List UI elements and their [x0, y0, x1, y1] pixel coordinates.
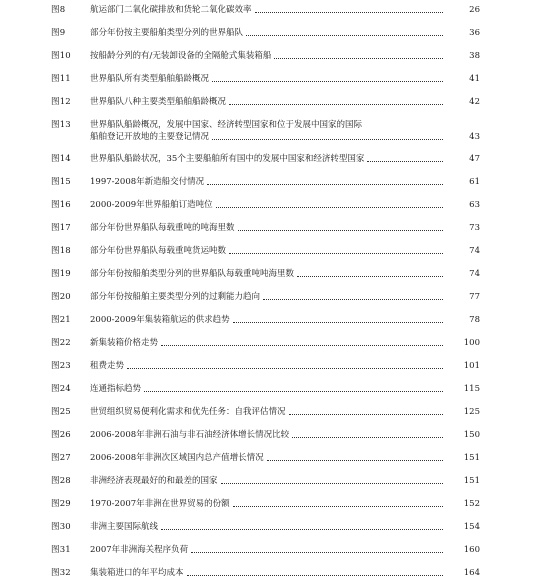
figure-number: 图23 — [51, 361, 71, 371]
figure-title — [90, 429, 446, 441]
figure-number: 图27 — [51, 453, 71, 463]
title-line — [90, 73, 446, 85]
dot-leader — [212, 139, 443, 140]
title-text: 世界船队船龄概况，发展中国家、经济转型国家和位于发展中国家的国际 — [90, 120, 363, 130]
title-text: 非洲经济表现最好的和最差的国家 — [90, 476, 218, 486]
page-number: 42 — [469, 97, 480, 107]
figure-number: 图21 — [51, 315, 71, 325]
title-text: 世界船队八种主要类型船舶船龄概况 — [90, 97, 227, 107]
title-line — [90, 96, 446, 108]
figure-title — [90, 268, 446, 280]
figure-title — [90, 4, 446, 16]
title-line — [90, 222, 446, 234]
title-line — [90, 498, 446, 510]
dot-leader — [161, 345, 443, 346]
figure-number: 图29 — [51, 499, 71, 509]
title-line — [90, 291, 446, 303]
dot-leader — [289, 414, 443, 415]
page-number: 164 — [463, 568, 480, 578]
title-text: 部分年份按主要船舶类型分列的世界船队 — [90, 28, 244, 38]
page-number: 63 — [469, 200, 480, 210]
page-number: 115 — [463, 384, 480, 394]
title-text: 连通指标趋势 — [90, 384, 142, 394]
title-line — [90, 360, 446, 372]
title-line — [90, 27, 446, 39]
page-number: 74 — [469, 269, 480, 279]
title-text: 部分年份世界船队每载重吨的吨海里数 — [90, 223, 235, 233]
page-number: 101 — [463, 361, 480, 371]
figure-number: 图25 — [51, 407, 71, 417]
figure-number: 图13 — [51, 120, 71, 130]
figure-number: 图31 — [51, 545, 71, 555]
dot-leader — [367, 161, 443, 162]
dot-leader — [187, 575, 443, 576]
title-line — [90, 521, 446, 533]
title-text: 非洲主要国际航线 — [90, 522, 159, 532]
figure-number: 图20 — [51, 292, 71, 302]
title-line — [90, 119, 446, 131]
page-number: 154 — [463, 522, 480, 532]
title-line — [90, 268, 446, 280]
title-text: 1997-2008年新造船交付情况 — [90, 177, 205, 187]
title-line — [90, 383, 446, 395]
title-text: 新集装箱价格走势 — [90, 338, 159, 348]
dot-leader — [246, 35, 443, 36]
figure-title — [90, 452, 446, 464]
title-text: 2007年非洲海关程序负荷 — [90, 545, 189, 555]
dot-leader — [144, 391, 443, 392]
title-text: 租费走势 — [90, 361, 125, 371]
figure-title — [90, 199, 446, 211]
title-line — [90, 131, 446, 143]
dot-leader — [191, 552, 443, 553]
page-number: 61 — [469, 177, 480, 187]
figure-title — [90, 119, 446, 143]
title-text: 2006-2008年非洲次区域国内总产值增长情况 — [90, 453, 264, 463]
figure-title — [90, 73, 446, 85]
dot-leader — [229, 253, 443, 254]
page-number: 100 — [463, 338, 480, 348]
page-number: 47 — [469, 154, 480, 164]
title-line — [90, 245, 446, 257]
dot-leader — [274, 58, 443, 59]
title-line — [90, 406, 446, 418]
page-number: 36 — [469, 28, 480, 38]
figure-number: 图14 — [51, 154, 71, 164]
page-number: 150 — [463, 430, 480, 440]
figure-title — [90, 176, 446, 188]
page-number: 78 — [469, 315, 480, 325]
dot-leader — [207, 184, 443, 185]
figure-title — [90, 337, 446, 349]
figure-number: 图17 — [51, 223, 71, 233]
page-number: 151 — [463, 453, 480, 463]
dot-leader — [212, 81, 443, 82]
dot-leader — [255, 12, 443, 13]
figure-title — [90, 521, 446, 533]
title-text: 2000-2009年世界船舶订造吨位 — [90, 200, 213, 210]
title-text: 2006-2008年非洲石油与非石油经济体增长情况比较 — [90, 430, 290, 440]
dot-leader — [263, 299, 443, 300]
title-line — [90, 153, 446, 165]
title-line — [90, 452, 446, 464]
title-text: 2000-2009年集装箱航运的供求趋势 — [90, 315, 230, 325]
figure-number: 图12 — [51, 97, 71, 107]
figure-number: 图19 — [51, 269, 71, 279]
dot-leader — [127, 368, 443, 369]
title-line — [90, 429, 446, 441]
dot-leader — [221, 483, 443, 484]
page-number: 77 — [469, 292, 480, 302]
dot-leader — [161, 529, 443, 530]
title-text: 船舶登记开放地的主要登记情况 — [90, 132, 210, 142]
figure-title — [90, 498, 446, 510]
title-line — [90, 199, 446, 211]
title-text: 部分年份按船舶主要类型分列的过剩能力趋向 — [90, 292, 261, 302]
page-number: 41 — [469, 74, 480, 84]
dot-leader — [233, 322, 443, 323]
figure-title — [90, 96, 446, 108]
title-line — [90, 567, 446, 579]
dot-leader — [267, 460, 443, 461]
title-text: 航运部门二氧化碳排放和货轮二氧化碳效率 — [90, 5, 252, 15]
figure-number: 图22 — [51, 338, 71, 348]
figure-title — [90, 50, 446, 62]
figure-title — [90, 245, 446, 257]
figure-title — [90, 567, 446, 579]
title-line — [90, 475, 446, 487]
page-number: 151 — [463, 476, 480, 486]
figure-number: 图8 — [51, 5, 66, 15]
dot-leader — [297, 276, 443, 277]
title-line — [90, 50, 446, 62]
dot-leader — [292, 437, 443, 438]
title-line — [90, 4, 446, 16]
figure-number: 图26 — [51, 430, 71, 440]
title-text: 1970-2007年非洲在世界贸易的份额 — [90, 499, 230, 509]
figure-number: 图16 — [51, 200, 71, 210]
figure-title — [90, 27, 446, 39]
page-number: 125 — [463, 407, 480, 417]
title-text: 世界船队所有类型船舶船龄概况 — [90, 74, 210, 84]
figure-number: 图15 — [51, 177, 71, 187]
figure-title — [90, 153, 446, 165]
figure-title — [90, 406, 446, 418]
page-number: 73 — [469, 223, 480, 233]
page-number: 38 — [469, 51, 480, 61]
figure-number: 图9 — [51, 28, 66, 38]
dot-leader — [238, 230, 443, 231]
figure-title — [90, 544, 446, 556]
figure-title — [90, 383, 446, 395]
page-number: 152 — [463, 499, 480, 509]
figure-number: 图11 — [51, 74, 71, 84]
figure-number: 图10 — [51, 51, 71, 61]
title-text: 集装箱进口的年平均成本 — [90, 568, 184, 578]
figure-title — [90, 360, 446, 372]
title-text: 部分年份按船舶类型分列的世界船队每载重吨吨海里数 — [90, 269, 295, 279]
title-text: 世贸组织贸易便利化需求和优先任务：自我评估情况 — [90, 407, 286, 417]
title-line — [90, 337, 446, 349]
dot-leader — [216, 207, 443, 208]
figure-number: 图24 — [51, 384, 71, 394]
figure-title — [90, 314, 446, 326]
page-number: 43 — [469, 132, 480, 142]
title-line — [90, 544, 446, 556]
title-line — [90, 314, 446, 326]
page-number: 26 — [469, 5, 480, 15]
figure-number: 图30 — [51, 522, 71, 532]
page-number: 74 — [469, 246, 480, 256]
title-text: 按船龄分列的有/无装卸设备的全隔舱式集装箱船 — [90, 51, 272, 61]
title-text: 世界船队船龄状况，35个主要船舶所有国中的发展中国家和经济转型国家 — [90, 154, 365, 164]
title-line — [90, 176, 446, 188]
figure-number: 图18 — [51, 246, 71, 256]
figure-number: 图28 — [51, 476, 71, 486]
title-text: 部分年份世界船队每载重吨货运吨数 — [90, 246, 227, 256]
figure-title — [90, 222, 446, 234]
figure-title — [90, 475, 446, 487]
dot-leader — [229, 104, 443, 105]
dot-leader — [233, 506, 443, 507]
figure-title — [90, 291, 446, 303]
page-number: 160 — [463, 545, 480, 555]
figure-number: 图32 — [51, 568, 71, 578]
